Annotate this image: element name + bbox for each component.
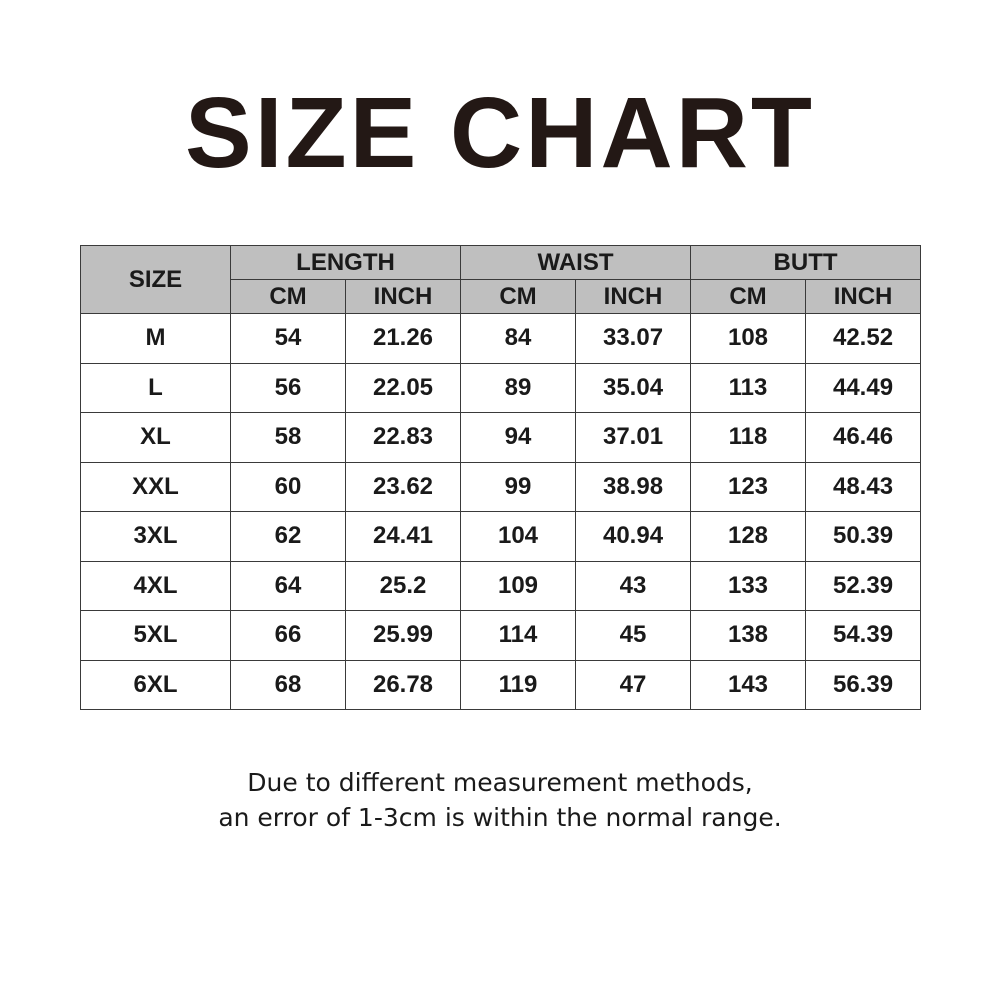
measurement-cell: 58 bbox=[231, 413, 346, 463]
table-row bbox=[81, 314, 921, 364]
measurement-cell: 48.43 bbox=[806, 462, 921, 512]
size-cell: L bbox=[81, 363, 231, 413]
unit-header: INCH bbox=[346, 280, 461, 314]
unit-header: CM bbox=[231, 280, 346, 314]
length-group-header: LENGTH bbox=[231, 246, 461, 280]
unit-header: CM bbox=[691, 280, 806, 314]
measurement-cell: 62 bbox=[231, 512, 346, 562]
measurement-cell: 133 bbox=[691, 561, 806, 611]
measurement-cell: 104 bbox=[461, 512, 576, 562]
measurement-cell: 94 bbox=[461, 413, 576, 463]
measurement-cell: 123 bbox=[691, 462, 806, 512]
measurement-cell: 113 bbox=[691, 363, 806, 413]
measurement-cell: 52.39 bbox=[806, 561, 921, 611]
measurement-cell: 89 bbox=[461, 363, 576, 413]
measurement-cell: 108 bbox=[691, 314, 806, 364]
measurement-cell: 68 bbox=[231, 660, 346, 710]
measurement-cell: 109 bbox=[461, 561, 576, 611]
table-row bbox=[81, 413, 921, 463]
measurement-cell: 118 bbox=[691, 413, 806, 463]
unit-header: CM bbox=[461, 280, 576, 314]
measurement-cell: 119 bbox=[461, 660, 576, 710]
measurement-cell: 56.39 bbox=[806, 660, 921, 710]
table-row bbox=[81, 363, 921, 413]
measurement-cell: 44.49 bbox=[806, 363, 921, 413]
measurement-cell: 23.62 bbox=[346, 462, 461, 512]
measurement-cell: 38.98 bbox=[576, 462, 691, 512]
measurement-cell: 25.2 bbox=[346, 561, 461, 611]
measurement-cell: 25.99 bbox=[346, 611, 461, 661]
measurement-cell: 54.39 bbox=[806, 611, 921, 661]
size-cell: 6XL bbox=[81, 660, 231, 710]
note-line-1: Due to different measurement methods, bbox=[247, 768, 753, 797]
measurement-cell: 56 bbox=[231, 363, 346, 413]
size-cell: 5XL bbox=[81, 611, 231, 661]
measurement-cell: 99 bbox=[461, 462, 576, 512]
measurement-cell: 128 bbox=[691, 512, 806, 562]
table-body bbox=[81, 314, 921, 710]
measurement-cell: 114 bbox=[461, 611, 576, 661]
measurement-cell: 26.78 bbox=[346, 660, 461, 710]
measurement-note bbox=[0, 765, 1000, 835]
measurement-cell: 35.04 bbox=[576, 363, 691, 413]
page-title: SIZE CHART bbox=[185, 77, 815, 189]
measurement-cell: 60 bbox=[231, 462, 346, 512]
measurement-cell: 47 bbox=[576, 660, 691, 710]
measurement-cell: 21.26 bbox=[346, 314, 461, 364]
measurement-cell: 138 bbox=[691, 611, 806, 661]
waist-group-header: WAIST bbox=[461, 246, 691, 280]
table-header-group-row bbox=[81, 246, 921, 280]
size-cell: XXL bbox=[81, 462, 231, 512]
size-cell: 4XL bbox=[81, 561, 231, 611]
measurement-cell: 64 bbox=[231, 561, 346, 611]
table-row bbox=[81, 611, 921, 661]
unit-header: INCH bbox=[576, 280, 691, 314]
unit-header: INCH bbox=[806, 280, 921, 314]
note-line-2: an error of 1-3cm is within the normal range. bbox=[218, 803, 782, 832]
table-row bbox=[81, 462, 921, 512]
measurement-cell: 66 bbox=[231, 611, 346, 661]
size-cell: 3XL bbox=[81, 512, 231, 562]
size-cell: XL bbox=[81, 413, 231, 463]
size-table bbox=[80, 245, 921, 710]
table-row bbox=[81, 512, 921, 562]
measurement-cell: 45 bbox=[576, 611, 691, 661]
measurement-cell: 50.39 bbox=[806, 512, 921, 562]
measurement-cell: 46.46 bbox=[806, 413, 921, 463]
measurement-cell: 54 bbox=[231, 314, 346, 364]
measurement-cell: 33.07 bbox=[576, 314, 691, 364]
measurement-cell: 40.94 bbox=[576, 512, 691, 562]
size-column-header: SIZE bbox=[81, 246, 231, 314]
table-row bbox=[81, 561, 921, 611]
size-cell: M bbox=[81, 314, 231, 364]
measurement-cell: 37.01 bbox=[576, 413, 691, 463]
measurement-cell: 84 bbox=[461, 314, 576, 364]
table-row bbox=[81, 660, 921, 710]
measurement-cell: 22.05 bbox=[346, 363, 461, 413]
butt-group-header: BUTT bbox=[691, 246, 921, 280]
measurement-cell: 143 bbox=[691, 660, 806, 710]
measurement-cell: 24.41 bbox=[346, 512, 461, 562]
measurement-cell: 22.83 bbox=[346, 413, 461, 463]
measurement-cell: 43 bbox=[576, 561, 691, 611]
measurement-cell: 42.52 bbox=[806, 314, 921, 364]
